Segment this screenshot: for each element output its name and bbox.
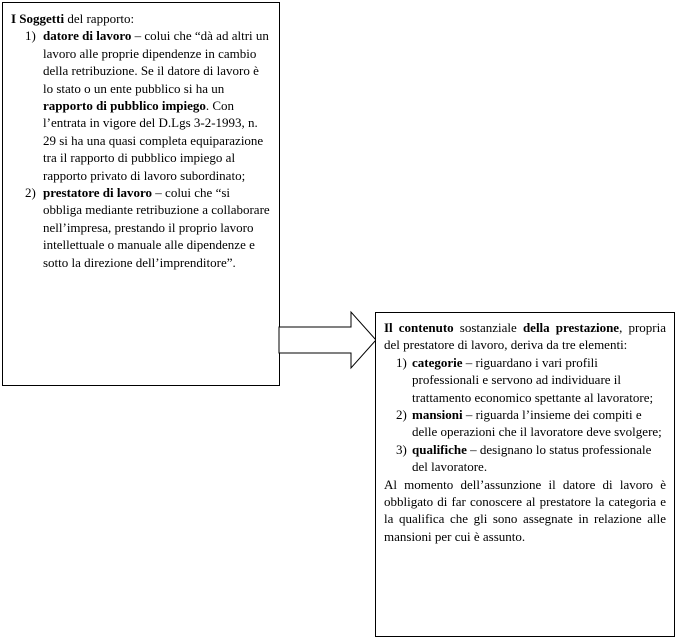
- list-item: [11, 27, 271, 184]
- soggetti-list: [11, 27, 271, 271]
- elementi-list: [384, 354, 666, 476]
- item-term: rapporto di pubblico impiego: [43, 98, 206, 114]
- item-number: 1): [396, 354, 407, 370]
- contenuto-title: Il contenuto: [384, 320, 454, 335]
- item-number: 2): [25, 185, 36, 201]
- list-item: [384, 441, 666, 476]
- intro-text: sostanziale: [453, 320, 523, 335]
- item-text: – colui che “si obbliga mediante retribuzione a collaborare nell’impresa, prestando il proprio lavoro intellettuale o manuale alle dipendenze e sotto la direzione dell’imprenditore”.: [43, 185, 270, 270]
- right-arrow-shape: [279, 312, 376, 368]
- item-text: . Con l’entrata in vigore del D.Lgs 3-2-1993, n. 29 si ha una quasi completa equiparazione tra il rapporto di pubblico impiego al rapporto privato di lavoro subordinato;: [43, 98, 264, 183]
- soggetti-box: [2, 2, 280, 386]
- item-term: qualifiche: [412, 441, 467, 457]
- item-term: categorie: [412, 354, 463, 370]
- item-text: – riguarda l’insieme dei compiti e delle operazioni che il lavoratore deve svolgere;: [412, 407, 662, 440]
- right-arrow-icon: [278, 310, 378, 370]
- item-number: 1): [25, 28, 36, 44]
- item-text: – designano lo status professionale del lavoratore.: [412, 441, 652, 475]
- contenuto-outro: Al momento dell’assunzione il datore di lavoro è obbligato di far conoscere al prestatore la categoria e la qualifica che gli sono assegnate in relazione alle mansioni per cui è assunto.: [384, 476, 666, 544]
- item-term: datore di lavoro: [43, 28, 132, 44]
- item-text: – colui che “dà ad altri un lavoro alle proprie dipendenze in cambio della retribuzione. Se il datore di lavoro è lo stato o un ente pubblico si ha un: [43, 28, 269, 96]
- soggetti-title: I Soggetti: [11, 11, 65, 26]
- soggetti-intro-text: del rapporto:: [64, 11, 135, 26]
- soggetti-intro: [11, 10, 271, 27]
- list-item: [11, 184, 271, 271]
- contenuto-box: [375, 312, 675, 637]
- item-number: 3): [396, 441, 407, 457]
- item-number: 2): [396, 407, 407, 423]
- intro-text: , propria del prestatore di lavoro, deriva da tre elementi:: [384, 320, 666, 353]
- list-item: [384, 354, 666, 406]
- item-term: prestatore di lavoro: [43, 185, 153, 201]
- item-term: mansioni: [412, 407, 463, 423]
- intro-term: della prestazione: [522, 320, 620, 335]
- contenuto-intro: [384, 319, 666, 354]
- list-item: [384, 406, 666, 441]
- item-text: – riguardano i vari profili professionali e servono ad individuare il trattamento economico spettante al lavoratore;: [412, 354, 654, 405]
